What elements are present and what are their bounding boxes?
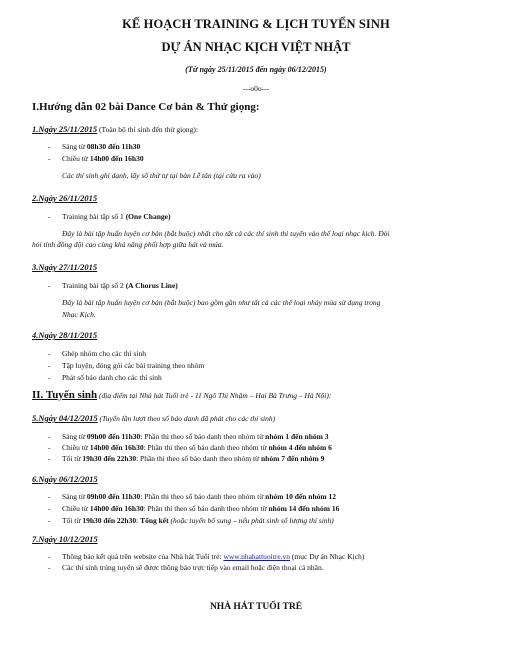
list-item: - Tập luyện, đóng gói các bài training theo nhóm: [48, 361, 205, 370]
day-2-heading: 2.Ngày 26/11/2015: [32, 193, 98, 203]
schedule-row: - Chiều từ 14h00 đến 16h30: Phần thi theo số báo danh theo nhóm từ nhóm 14 đến nhóm 16: [48, 504, 340, 513]
website-link[interactable]: www.nhahattuoitre.vn: [223, 552, 291, 561]
day-7-heading: 7.Ngày 10/12/2015: [32, 534, 98, 544]
schedule-row: - Tối từ 19h30 đến 22h30: Tổng kết (hoặc tuyển bổ sung – nếu phát sinh số lượng thí sinh): [48, 516, 334, 525]
day-5-heading: 5.Ngày 04/12/2015 (Tuyển lần lượt theo số báo danh đã phát cho các thí sinh): [32, 413, 276, 423]
paragraph: Nhạc Kịch.: [62, 310, 96, 319]
list-item: - Training bài tập số 2 (A Chorus Line): [48, 281, 178, 290]
day-6-heading: 6.Ngày 06/12/2015: [32, 474, 98, 484]
list-item: - Training bài tập số 1 (One Change): [48, 212, 171, 221]
paragraph: Đây là bài tập huấn luyện cơ bản (bắt buộc) bao gồm gần như tất cả các thể loại nhảy múa sử dụng trong: [62, 298, 381, 307]
day-4-heading: 4.Ngày 28/11/2015: [32, 330, 98, 340]
paragraph: Đây là bài tập huấn luyện cơ bản (bắt buộc) nhất cho tất cả các thí sinh thi tuyển vào thể loại nhạc kịch. Đòi: [62, 229, 390, 238]
schedule-row: - Chiều từ 14h00 đến 16h30: Phần thi theo số báo danh theo nhóm từ nhóm 4 đến nhóm 6: [48, 443, 332, 452]
list-item: - Ghép nhóm cho các thí sinh: [48, 349, 146, 358]
list-item: - Chiều từ 14h00 đến 16h30: [48, 154, 144, 163]
signature-org: NHÀ HÁT TUỔI TRẺ: [209, 602, 303, 612]
schedule-row: - Sáng từ 09h00 đến 11h30: Phần thi theo số báo danh theo nhóm từ nhóm 1 đến nhóm 3: [48, 432, 329, 441]
note: Các thí sinh ghi danh, lấy số thứ tự tại bàn Lễ tân (tại cửa ra vào): [62, 171, 261, 180]
paragraph: hỏi tính đồng đội cao cùng khả năng phối hợp giữa hát và múa.: [32, 240, 224, 249]
list-item: - Phát số báo danh cho các thí sinh: [48, 373, 162, 382]
schedule-row: - Tối từ 19h30 đến 22h30: Phần thi theo số báo danh theo nhóm từ nhóm 7 đến nhóm 9: [48, 454, 325, 463]
day-3-heading: 3.Ngày 27/11/2015: [32, 262, 98, 272]
list-item: - Sáng từ 08h30 đến 11h30: [48, 142, 141, 151]
schedule-row: - Sáng từ 09h00 đến 11h30: Phần thi theo số báo danh theo nhóm từ nhóm 10 đến nhóm 12: [48, 492, 337, 501]
date-range: (Từ ngày 25/11/2015 đến ngày 06/12/2015): [185, 65, 327, 74]
list-item: - Thông báo kết quả trên website của Nhà hát Tuổi trẻ: www.nhahattuoitre.vn (mục Dự án Nhạc Kịch): [48, 552, 365, 561]
day-1-heading: 1.Ngày 25/11/2015 (Toàn bộ thí sinh đến thử giọng):: [32, 124, 198, 134]
list-item: - Các thí sinh trúng tuyển sẽ được thông báo trực tiếp vào email hoặc điện thoại cá nhân.: [48, 563, 324, 572]
section-2-heading: II. Tuyển sinh (địa điểm tại Nhà hát Tuổi trẻ - 11 Ngô Thì Nhậm – Hai Bà Trưng – Hà Nội):: [32, 389, 332, 401]
doc-title: KẾ HOẠCH TRAINING & LỊCH TUYỂN SINH: [122, 17, 390, 31]
doc-subtitle: DỰ ÁN NHẠC KỊCH VIỆT NHẬT: [161, 40, 351, 54]
separator: ---o0o---: [242, 84, 270, 93]
section-1-heading: I.Hướng dẫn 02 bài Dance Cơ bản & Thử giọng:: [32, 101, 260, 113]
